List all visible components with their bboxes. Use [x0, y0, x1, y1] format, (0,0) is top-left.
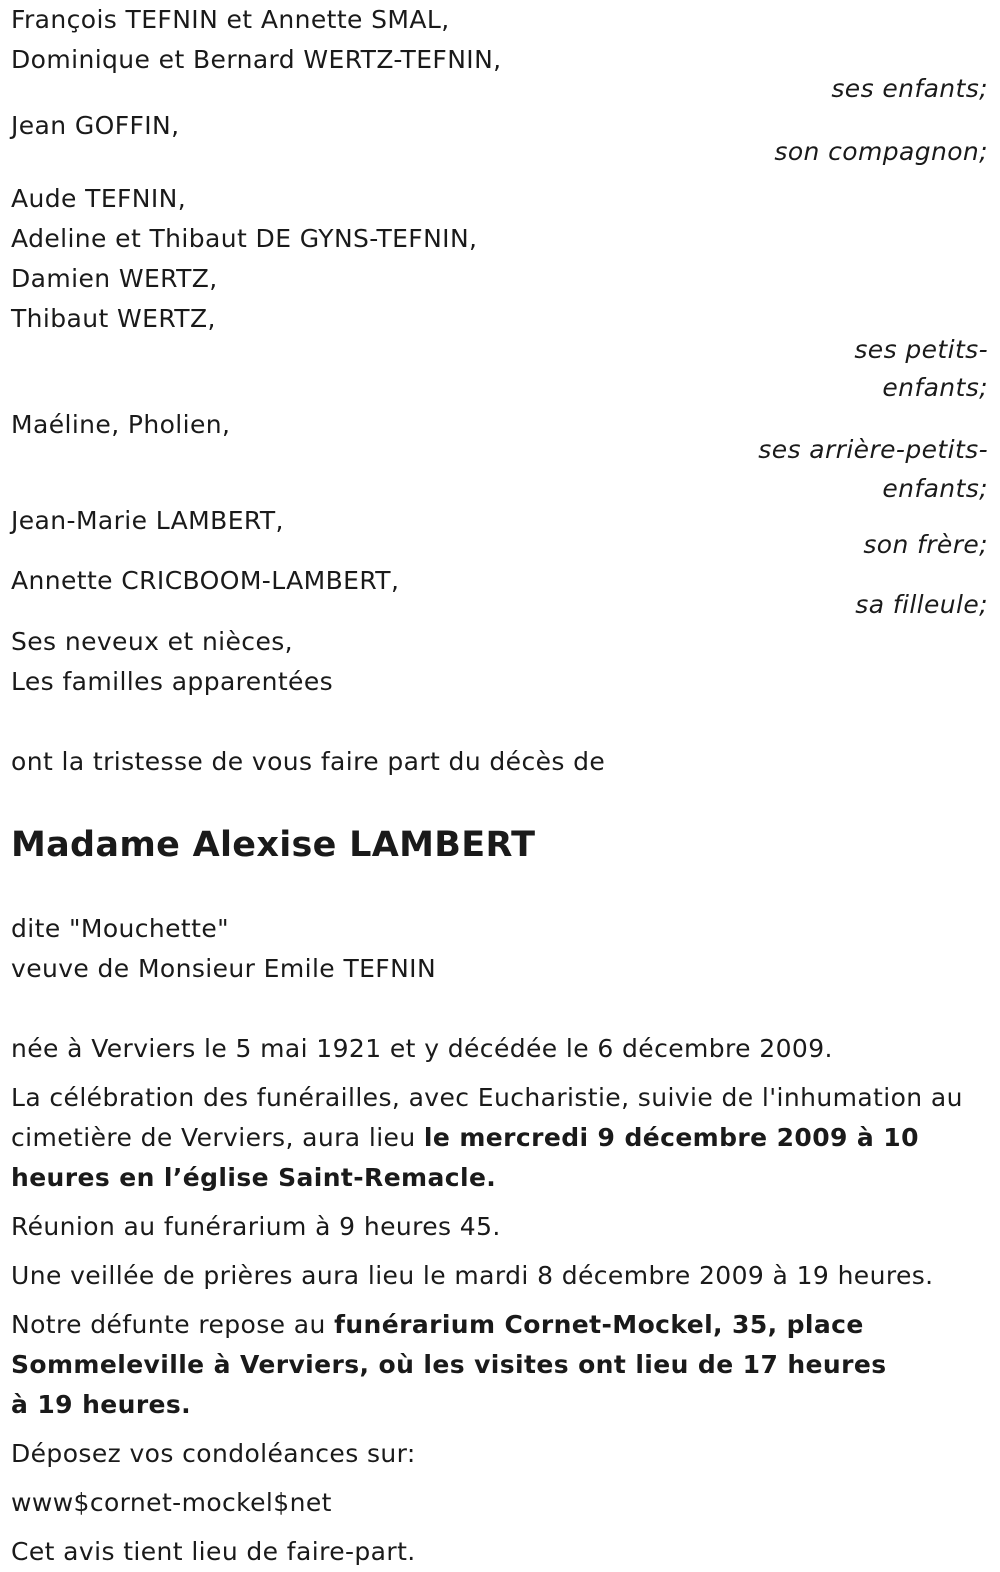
announcement-text: ont la tristesse de vous faire part du décès de [11, 747, 606, 776]
family-group-goddaughter [11, 561, 990, 624]
family-line: Damien WERTZ, [11, 264, 218, 293]
family-group-great-grandchildren [11, 405, 990, 508]
relationship-label-continued: enfants; [882, 474, 988, 503]
relationship-label: ses petits-enfants; [854, 335, 988, 402]
nickname: dite "Mouchette" [11, 914, 230, 943]
relationship-label: son compagnon; [774, 137, 988, 166]
family-line: Annette CRICBOOM-LAMBERT, [11, 566, 400, 595]
family-line: Maéline, Pholien, [11, 410, 231, 439]
family-line: Adeline et Thibaut DE GYNS-TEFNIN, [11, 224, 478, 253]
family-line: Jean-Marie LAMBERT, [11, 506, 284, 535]
funeral-paragraph [11, 1078, 990, 1198]
family-line: Les familles apparentées [11, 667, 334, 696]
relationship-label: son frère; [863, 530, 988, 559]
relationship-label: ses arrière-petits- [758, 435, 988, 464]
funeral-home-details: funérarium Cornet-Mockel, 35, place Sommeleville à Verviers, où les visites ont lieu de 17 heures à 19 heures. [11, 1310, 887, 1419]
birth-death-text: née à Verviers le 5 mai 1921 et y décédée le 6 décembre 2009. [11, 1034, 833, 1063]
funeral-date-place: le mercredi 9 décembre 2009 à 10 heures en l’église Saint-Remacle. [11, 1123, 919, 1192]
resting-text: Notre défunte repose au [11, 1310, 335, 1339]
family-group-children [11, 0, 990, 108]
vigil-text: Une veillée de prières aura lieu le mardi 8 décembre 2009 à 19 heures. [11, 1261, 934, 1290]
family-group-companion [11, 106, 990, 171]
family-line: Ses neveux et nièces, [11, 627, 294, 656]
deceased-name: Madame Alexise LAMBERT [11, 825, 536, 865]
family-line: Thibaut WERTZ, [11, 304, 216, 333]
relationship-label: sa filleule; [855, 590, 988, 619]
website-link[interactable]: www$cornet-mockel$net [11, 1488, 332, 1517]
family-line: François TEFNIN et Annette SMAL, [11, 5, 450, 34]
family-group-grandchildren [11, 179, 990, 407]
family-line: Jean GOFFIN, [11, 111, 180, 140]
family-line: Dominique et Bernard WERTZ-TEFNIN, [11, 45, 502, 74]
condolences-label: Déposez vos condoléances sur: [11, 1439, 416, 1468]
family-line: Aude TEFNIN, [11, 184, 187, 213]
family-group-others [11, 622, 990, 702]
closing-text: Cet avis tient lieu de faire-part. [11, 1537, 416, 1566]
family-group-brother [11, 501, 990, 564]
resting-paragraph [11, 1305, 990, 1425]
widow-of: veuve de Monsieur Emile TEFNIN [11, 954, 437, 983]
funeral-text: La célébration des funérailles, avec Eucharistie, suivie de l'inhumation au cimetière de Verviers, aura lieu [11, 1083, 963, 1152]
relationship-label: ses enfants; [831, 74, 988, 103]
meeting-text: Réunion au funérarium à 9 heures 45. [11, 1212, 501, 1241]
